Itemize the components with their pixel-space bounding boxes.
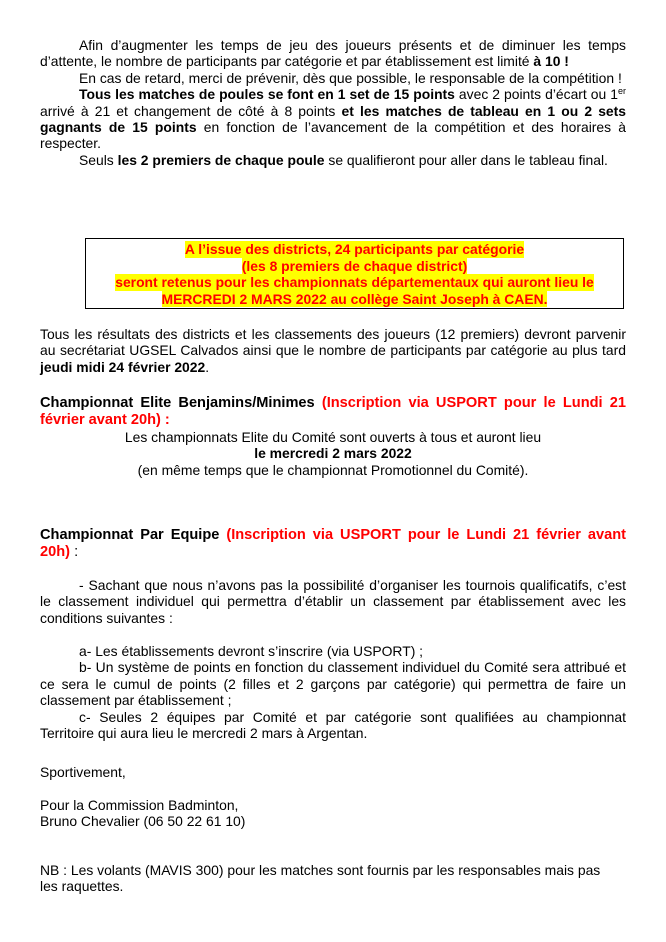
team-section xyxy=(40,527,626,561)
notice-line-3: seront retenus pour les championnats départementaux qui auront lieu le xyxy=(115,274,594,290)
signature-commission: Pour la Commission Badminton, xyxy=(40,797,239,813)
signature-block xyxy=(40,797,626,830)
intro-paragraph-1 xyxy=(40,37,626,70)
notice-line-4: MERCREDI 2 MARS 2022 au collège Saint Joseph à CAEN. xyxy=(161,290,548,307)
elite-section xyxy=(40,395,626,478)
results-period: . xyxy=(205,358,210,375)
team-registration: (Inscription via USPORT pour le Lundi 21 février avant 20h) xyxy=(40,527,626,560)
intro-p3-text-e: en fonction de l’avancement de la compétition et des horaires à respecter. xyxy=(40,119,626,152)
intro-p4-text-c: se qualifieront pour aller dans le tableau final. xyxy=(324,151,608,168)
intro-p1-text: Afin d’augmenter les temps de jeu des joueurs présents et de diminuer les temps d’attente, le nombre de participants par catégorie et par établissement est limité xyxy=(40,37,626,70)
elite-registration: (Inscription via USPORT pour le Lundi 21 février avant 20h) : xyxy=(40,395,626,428)
team-conditions xyxy=(40,643,626,741)
intro-p3-bold-d: et les matches de tableau en 1 ou 2 sets gagnants de 15 points xyxy=(40,102,627,136)
intro-p3-superscript: er xyxy=(617,86,626,97)
elite-line-1: Les championnats Elite du Comité sont ouverts à tous et auront lieu xyxy=(124,429,542,445)
elite-line-3: (en même temps que le championnat Promotionnel du Comité). xyxy=(137,461,529,478)
intro-paragraph-4 xyxy=(40,152,626,168)
team-colon: : xyxy=(70,544,79,560)
notice-line-2: (les 8 premiers de chaque district) xyxy=(241,257,468,274)
team-intro xyxy=(40,577,626,626)
intro-paragraph-2: En cas de retard, merci de prévenir, dès que possible, le responsable de la compétition ! xyxy=(79,69,622,86)
team-condition-a: a- Les établissements devront s’inscrire (via USPORT) ; xyxy=(79,643,424,659)
team-heading xyxy=(40,527,626,561)
intro-p4-bold: les 2 premiers de chaque poule xyxy=(117,151,325,168)
intro-p3-text-c: arrivé à 21 et changement de côté à 8 points xyxy=(40,102,342,119)
intro-p4-text-a: Seuls xyxy=(79,151,118,168)
nb-note xyxy=(40,862,610,895)
closing-greeting xyxy=(40,764,626,780)
elite-title: Championnat Elite Benjamins/Minimes xyxy=(40,395,315,411)
results-paragraph xyxy=(40,326,626,375)
nb-text: NB : Les volants (MAVIS 300) pour les matches sont fournis par les responsables mais pas les raquettes. xyxy=(40,862,601,895)
notice-box xyxy=(85,238,624,309)
intro-p3-bold-a: Tous les matches de poules se font en 1 set de 15 points xyxy=(79,86,455,103)
team-title: Championnat Par Equipe xyxy=(40,527,220,543)
intro-p3-text-b: avec 2 points d’écart ou 1 xyxy=(454,86,618,103)
notice-line-1: A l’issue des districts, 24 participants par catégorie xyxy=(184,241,525,257)
signature-name-phone: Bruno Chevalier (06 50 22 61 10) xyxy=(40,813,246,830)
results-text: Tous les résultats des districts et les classements des joueurs (12 premiers) devront parvenir au secrétariat UGSEL Calvados ainsi que le nombre de participants par catégorie au plus tard xyxy=(40,326,626,359)
intro-p1-limit: à 10 ! xyxy=(533,53,569,70)
elite-date: le mercredi 2 mars 2022 xyxy=(254,445,412,462)
intro-section xyxy=(40,37,626,168)
results-deadline: jeudi midi 24 février 2022 xyxy=(40,358,206,375)
team-condition-b: b- Un système de points en fonction du classement individuel du Comité sera attribué et ce sera le cumul de points (2 filles et 2 garçons par catégorie) qui permettra de faire un classement par établissement ; xyxy=(40,659,626,709)
elite-heading xyxy=(40,395,626,429)
intro-paragraph-3 xyxy=(40,86,626,152)
team-condition-c: c- Seules 2 équipes par Comité et par catégorie sont qualifiées au championnat Territoire qui aura lieu le mercredi 2 mars à Argentan. xyxy=(40,708,626,742)
greeting-text: Sportivement, xyxy=(40,764,126,780)
team-intro-text: - Sachant que nous n’avons pas la possibilité d’organiser les tournois qualificatifs, c’est le classement individuel qui permettra d’établir un classement par établissement avec les conditions suivantes : xyxy=(40,577,626,626)
